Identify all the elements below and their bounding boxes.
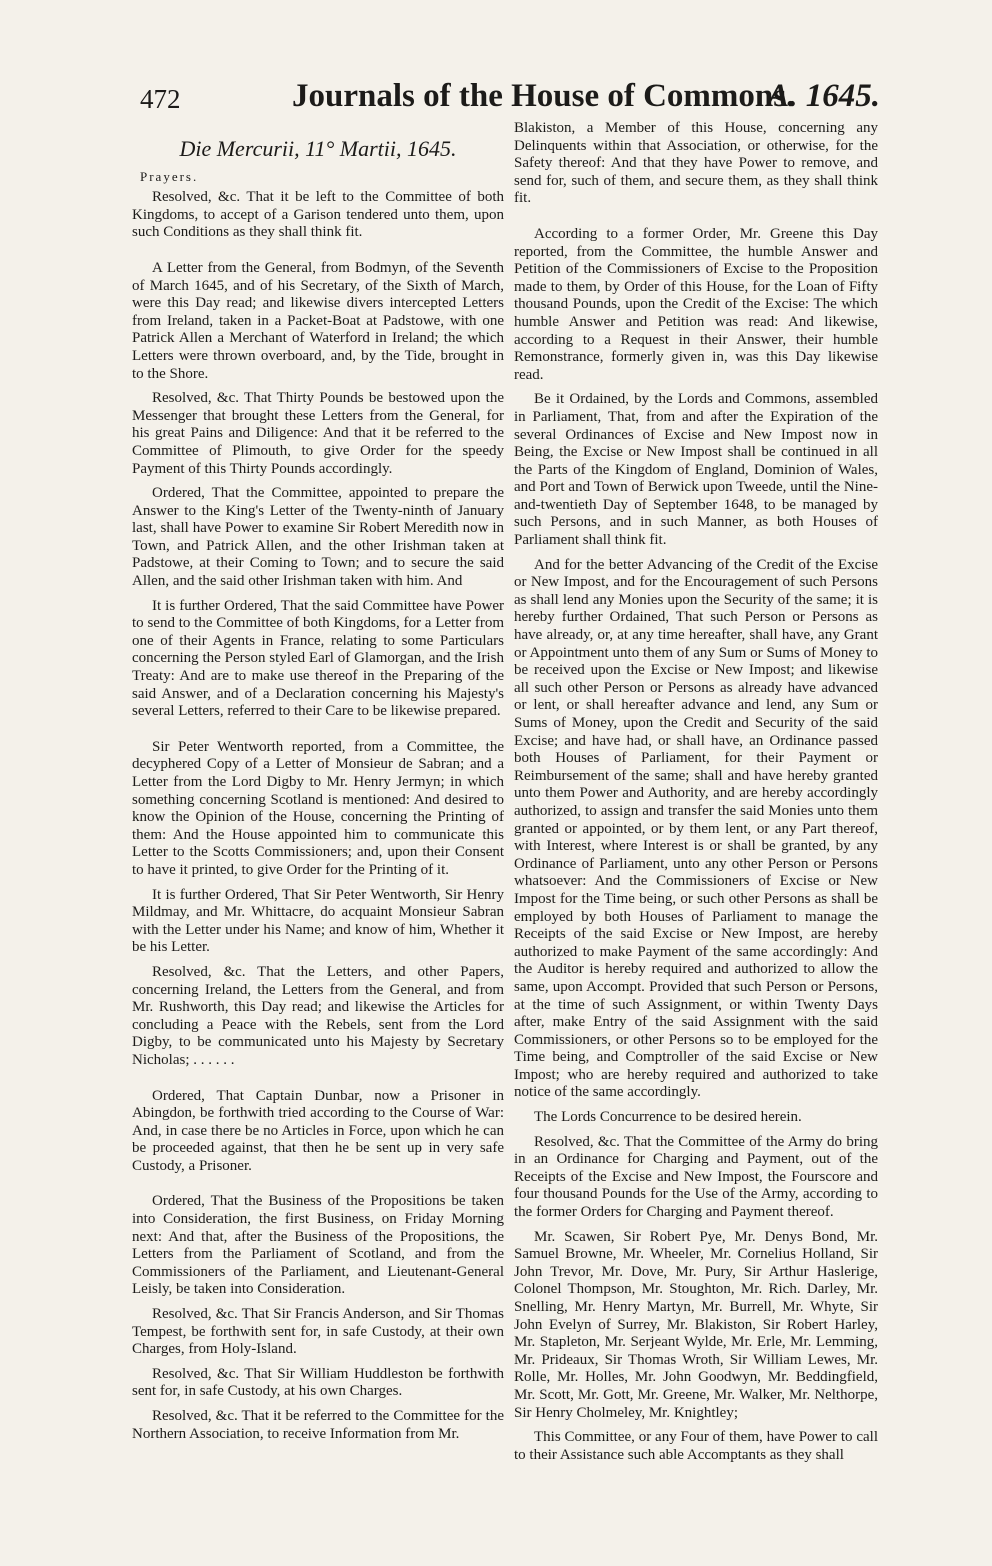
entry-paragraph: Resolved, &c. That Sir William Huddleston be forthwith sent for, in safe Custody, at his own Charges. xyxy=(132,1365,504,1400)
running-title: Journals of the House of Commons. xyxy=(292,78,795,114)
entry-paragraph: It is further Ordered, That Sir Peter Wentworth, Sir Henry Mildmay, and Mr. Whittacre, do acquaint Monsieur Sabran with the Letter under his Name; and know of him, Whether it be his Letter. xyxy=(132,886,504,956)
entry-paragraph: The Lords Concurrence to be desired herein. xyxy=(534,1109,802,1126)
entry-paragraph: Sir Peter Wentworth reported, from a Committee, the decyphered Copy of a Letter of Monsieur de Sabran; and a Letter from the Lord Digby to Mr. Henry Jermyn; in which something concerning Scotland is mentioned: And desired to know the Opinion of the House, concerning the Printing of them: And the House appointed him to communicate this Letter to the Scotts Commissioners; and, upon their Consent to have it printed, to give Order for the Printing of it. xyxy=(132,738,504,878)
entry-paragraph: Resolved, &c. That the Letters, and other Papers, concerning Ireland, the Letters from the General, and from Mr. Rushworth, this Day read; and likewise the Articles for concluding a Peace with the Rebels, sent from the Lord Digby, to be communicated unto his Majesty by Secretary Nicholas; . . . . . . xyxy=(132,963,504,1068)
left-column xyxy=(132,120,504,1450)
session-title: Die Mercurii, 11° Martii, 1645. xyxy=(179,136,457,161)
entry-paragraph: Resolved, &c. That Sir Francis Anderson, and Sir Thomas Tempest, be forthwith sent for, in safe Custody, at their own Charges, from Holy-Island. xyxy=(132,1306,504,1358)
page-number: 472 xyxy=(140,84,181,114)
entry-paragraph: And for the better Advancing of the Credit of the Excise or New Impost, and for the Encouragement of such Persons as shall lend any Monies upon the Security of the same; it is hereby further Ordained, That such Person or Persons as have already, or, at any time hereafter, shall have, any Grant or Appointment unto them of any Sum or Sums of Money to be received upon the Excise or New Impost; and likewise all such other Person or Persons as already have advanced or lent, or shall hereafter advance and lend, any Sum or Sums of Money, upon the Credit and Security of the said Excise; and have had, or shall have, an Ordinance passed both Houses of Parliament, for their Payment or Reimbursement of the same; shall and have hereby granted unto them Power and Authority, and are hereby accordingly authorized, to assign and transfer the said Monies unto them granted or appointed, or by them lent, or any Part thereof, with Interest, where Interest is or shall be granted, by any Ordinance of Parliament, unto any other Person or Persons whatsoever: And the Commissioners of Excise or New Impost for the Time being, or such other Persons as shall be employed by both Houses of Parliament to manage the Receipts of the said Excise or New Impost, are hereby authorized to make Payment of the same accordingly: And the Auditor is hereby required and authorized to allow the same, upon Accompt. Provided that such Person or Persons, at the time of such Assignment, or within Twenty Days after, make Entry of the said Assignment with the said Commissioners, or other Persons so to be employed for the Time being, and Comptroller of the said Excise or New Impost; who are hereby required and authorized to take notice of the same accordingly. xyxy=(514,556,878,1101)
page-header xyxy=(140,78,880,126)
entry-paragraph: A Letter from the General, from Bodmyn, of the Seventh of March 1645, and of his Secretary, of the Sixth of March, were this Day read; and likewise divers intercepted Letters from Ireland, taken in a Packet-Boat at Padstowe, with one Patrick Allen a Merchant of Waterford in Ireland; the which Letters were thrown overboard, and, by the Tide, brought in to the Shore. xyxy=(132,259,504,382)
entry-paragraph: Mr. Scawen, Sir Robert Pye, Mr. Denys Bond, Mr. Samuel Browne, Mr. Wheeler, Mr. Cornelius Holland, Sir John Trevor, Mr. Dove, Mr. Pury, Sir Arthur Haslerige, Colonel Thompson, Mr. Stoughton, Mr. Rich. Darley, Mr. Snelling, Mr. Henry Martyn, Mr. Burrell, Mr. Whyte, Sir John Evelyn of Surrey, Mr. Blakiston, Sir Robert Harley, Mr. Stapleton, Mr. Serjeant Wylde, Mr. Erle, Mr. Lemming, Mr. Prideaux, Sir Thomas Wroth, Sir William Lewes, Mr. Rolle, Mr. Holles, Mr. John Goodwyn, Mr. Beddingfield, Mr. Scott, Mr. Gott, Mr. Greene, Mr. Walker, Mr. Nelthorpe, Sir Henry Cholmeley, Mr. Knightley; xyxy=(514,1228,878,1421)
entry-paragraph: Blakiston, a Member of this House, concerning any Delinquents within that Association, or otherwise, for the Safety thereof: And that they have Power to remove, and send for, such of them, and secure them, as they shall think fit. xyxy=(514,120,878,207)
entry-paragraph: This Committee, or any Four of them, have Power to call to their Assistance such able Accomptants as they shall xyxy=(514,1429,878,1463)
year-heading: A. 1645. xyxy=(767,78,880,114)
entry-paragraph: According to a former Order, Mr. Greene this Day reported, from the Committee, the humble Answer and Petition of the Commissioners of Excise to the Proposition made to them, by Order of this House, for the Loan of Fifty thousand Pounds, upon the Credit of the Excise: The which humble Answer and Petition was read: And likewise, according to a Request in their Answer, their humble Remonstrance, formerly given in, was this Day likewise read. xyxy=(514,225,878,383)
entry-paragraph: Ordered, That the Business of the Propositions be taken into Consideration, the first Business, on Friday Morning next: And that, after the Business of the Propositions, the Letters from the Parliament of Scotland, and from the Commissioners of the Parliament, and Lieutenant-General Leisly, be taken into Consideration. xyxy=(132,1193,504,1298)
entry-paragraph: Resolved, &c. That it be referred to the Committee for the Northern Association, to receive Information from Mr. xyxy=(132,1408,504,1442)
entry-paragraph: Ordered, That Captain Dunbar, now a Prisoner in Abingdon, be forthwith tried according to the Course of War: And, in case there be no Articles in Force, upon which he can be proceeded against, that then he be sent up in very safe Custody, a Prisoner. xyxy=(132,1087,504,1174)
entry-paragraph: Resolved, &c. That the Committee of the Army do bring in an Ordinance for Charging and Payment, out of the Receipts of the Excise and New Impost, the Fourscore and four thousand Pounds for the Use of the Army, according to the former Orders for Charging and Payment thereof. xyxy=(514,1133,878,1221)
entry-paragraph: Resolved, &c. That Thirty Pounds be bestowed upon the Messenger that brought these Letters from the General, for his great Pains and Diligence: And that it be referred to the Committee of Plimouth, to give Order for the speedy Payment of this Thirty Pounds accordingly. xyxy=(132,390,504,477)
entry-paragraph: Be it Ordained, by the Lords and Commons, assembled in Parliament, That, from and after the Expiration of the several Ordinances of Excise and New Impost now in Being, the Excise or New Impost shall be continued in all the Parts of the Kingdom of England, Dominion of Wales, and Port and Town of Berwick upon Tweede, until the Nine-and-twentieth Day of September 1648, to be managed by such Persons, and in such Manner, as both Houses of Parliament shall think fit. xyxy=(514,391,878,549)
entry-paragraph: It is further Ordered, That the said Committee have Power to send to the Committee of both Kingdoms, for a Letter from one of their Agents in France, relating to some Particulars concerning the Person styled Earl of Glamorgan, and the Irish Treaty: And are to make use thereof in the Preparing of the said Answer, and of a Declaration concerning his Majesty's several Letters, referred to their Care to be likewise prepared. xyxy=(132,597,504,720)
entry-paragraph: Ordered, That the Committee, appointed to prepare the Answer to the King's Letter of the Twenty-ninth of January last, shall have Power to examine Sir Robert Meredith now in Town, and Patrick Allen, and the other Irishman taken at Padstowe, at their Coming to Town; and to secure the said Allen, and the said other Irishman taken with him. And xyxy=(132,485,504,590)
right-column xyxy=(514,120,878,1471)
prayers-label: Prayers. xyxy=(140,168,199,184)
entry-paragraph: Resolved, &c. That it be left to the Committee of both Kingdoms, to accept of a Garison tendered unto them, upon such Conditions as they shall think fit. xyxy=(132,189,504,241)
